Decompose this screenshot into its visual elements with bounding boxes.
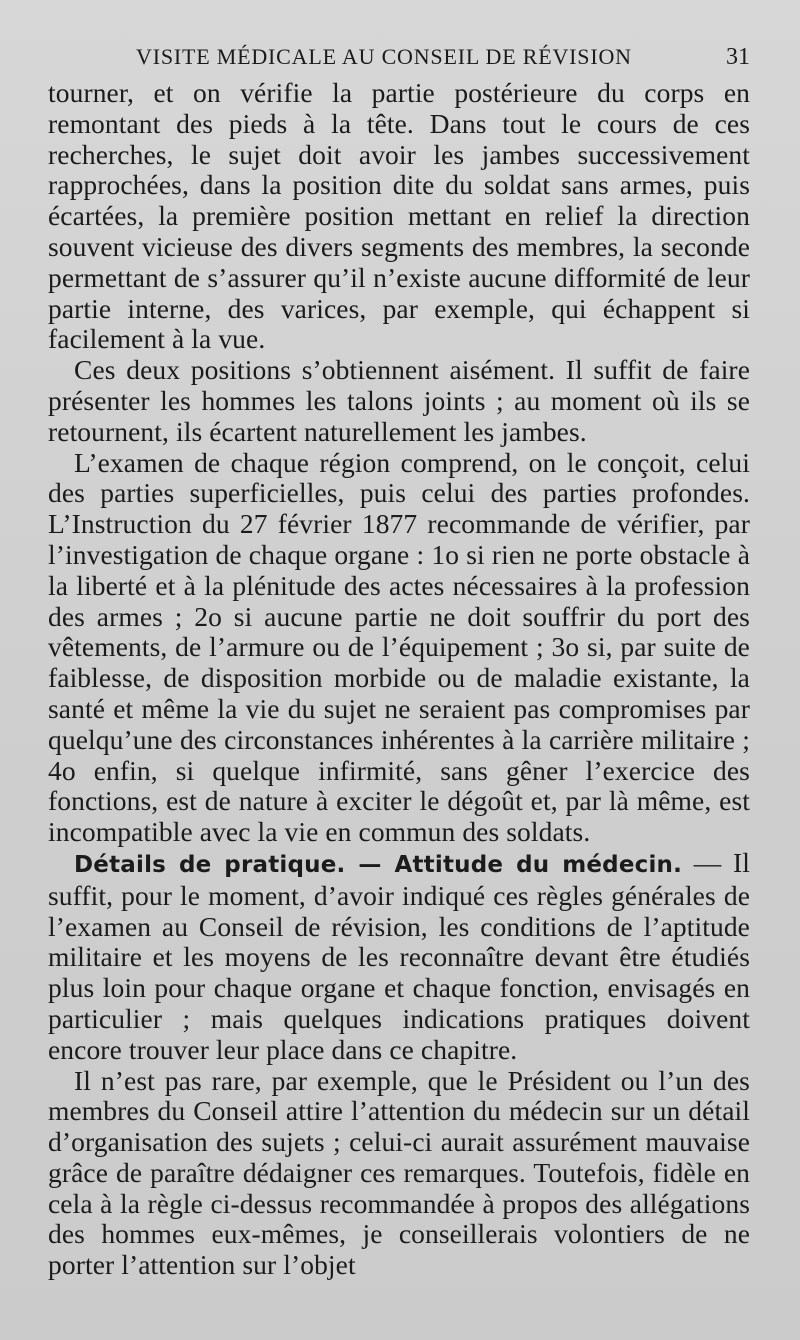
running-title: VISITE MÉDICALE AU CONSEIL DE RÉVISION: [136, 44, 632, 69]
paragraph-examen: L’examen de chaque région comprend, on le conçoit, celui des parties superficielles, puis celui des parties profondes. L’Instruction du 27 février 1877 recommande de vérifier, par l’investigation de chaque organe : 1o si rien ne porte obstacle à la liberté et à la plénitude des actes nécessaires à la profession des armes ; 2o si aucune partie ne doit souffrir du port des vêtements, de l’armure ou de l’équipement ; 3o si, par suite de faiblesse, de disposition morbide ou de maladie existante, la santé et même la vie du sujet ne seraient pas compromises par quelqu’une des circonstances inhérentes à la carrière militaire ; 4o enfin, si quelque infirmité, sans gêner l’exercice des fonctions, est de nature à exciter le dégoût et, par là même, est incompatible avec la vie en commun des soldats.: [48, 446, 750, 848]
paragraph-details-pratique: [48, 848, 750, 1066]
body-text: [48, 78, 750, 1281]
paragraph-continuation: tourner, et on vérifie la partie postérieure du corps en remontant des pieds à la tête. Dans tout le cours de ces recherches, le sujet doit avoir les jambes successivement rapprochées, dans la position dite du soldat sans armes, puis écartées, la première position mettant en relief la direction souvent vicieuse des divers segments des membres, la seconde permettant de s’assurer qu’il n’existe aucune difformité de leur partie interne, des varices, par exemple, qui échappent si facilement à la vue.: [48, 77, 750, 355]
page-number: 31: [726, 44, 750, 70]
paragraph-positions: Ces deux positions s’obtiennent aisément. Il suffit de faire présenter les hommes les talons joints ; au moment où ils se retournent, ils écartent naturellement les jambes.: [48, 354, 750, 447]
paragraph-president: Il n’est pas rare, par exemple, que le Président ou l’un des membres du Conseil attire l’attention du médecin sur un détail d’organisation des sujets ; celui-ci aurait assurément mauvaise grâce de paraître dédaigner ces remarques. Toutefois, fidèle en cela à la règle ci-dessus recommandée à propos des allégations des hommes eux-mêmes, je conseillerais volontiers de ne porter l’attention sur l’objet: [48, 1064, 750, 1281]
section-heading-text: — Il suffit, pour le moment, d’avoir indiqué ces règles générales de l’examen au Conseil de révision, les conditions de l’aptitude militaire et les moyens de les reconnaître devant être étudiés plus loin pour chaque organe et chaque fonction, envisagés en particulier ; mais quelques indications pratiques doivent encore trouver leur place dans ce chapitre.: [48, 846, 750, 1065]
page-header: [48, 36, 750, 76]
section-heading: Détails de pratique. — Attitude du médecin.: [74, 851, 683, 878]
